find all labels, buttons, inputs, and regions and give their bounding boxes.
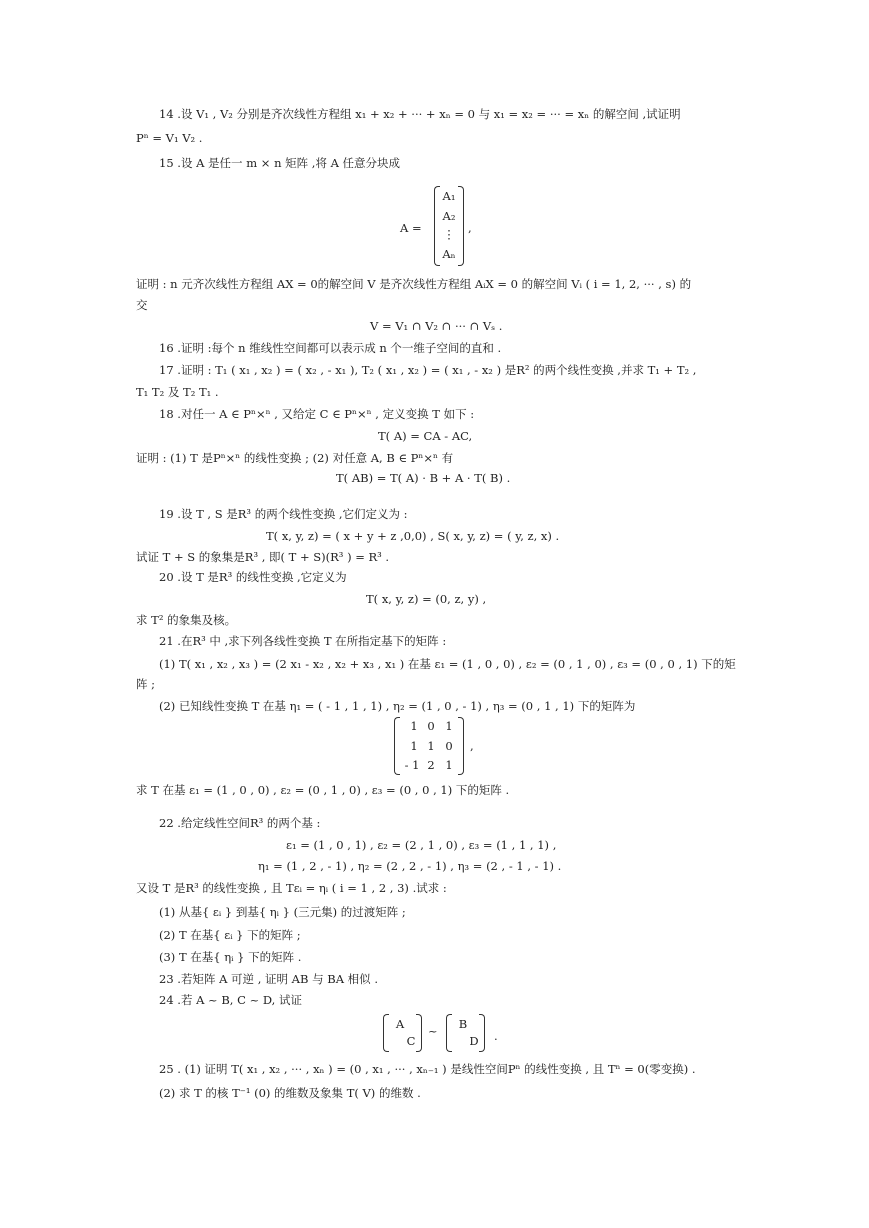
problem-21-matrix-tail: , (470, 739, 474, 753)
problem-22-line-4: (2) T 在基{ εᵢ } 下的矩阵 ; (159, 928, 301, 942)
problem-15-block-matrix (434, 186, 464, 266)
problem-14-line-2: Pⁿ = V₁ V₂ . (136, 131, 203, 145)
problem-18-line-2: 证明 : (1) T 是Pⁿ×ⁿ 的线性变换 ; (2) 对任意 A, B ∈ Pⁿ×ⁿ 有 (136, 451, 454, 465)
problem-22-formula-2: η₁ = (1 , 2 , - 1) , η₂ = (2 , 2 , - 1) , η₃ = (2 , - 1 , - 1) . (258, 859, 562, 873)
problem-24-matrix-right (446, 1014, 486, 1052)
problem-18-formula-2: T( AB) = T( A) · B + A · T( B) . (336, 471, 511, 485)
problem-21-line-4: (2) 已知线性变换 T 在基 η₁ = ( - 1 , 1 , 1) , η₂ = (1 , 0 , - 1) , η₃ = (0 , 1 , 1) 下的矩阵为 (159, 699, 636, 713)
problem-25-line-1: 25 . (1) 证明 T( x₁ , x₂ , ··· , xₙ ) = (0 , x₁ , ··· , xₙ₋₁ ) 是线性空间Pⁿ 的线性变换 , 且 Tⁿ = 0(零变换) . (159, 1062, 696, 1076)
problem-15-line-2: 证明 : n 元齐次线性方程组 AX = 0的解空间 V 是齐次线性方程组 AᵢX = 0 的解空间 Vᵢ ( i = 1, 2, ··· , s) 的 (136, 277, 692, 291)
problem-21-line-1: 21 .在R³ 中 ,求下列各线性变换 T 在所指定基下的矩阵 : (159, 634, 447, 648)
problem-15-matrix-tail: , (468, 221, 472, 235)
problem-22-line-3: (1) 从基{ εᵢ } 到基{ ηᵢ } (三元集) 的过渡矩阵 ; (159, 905, 406, 919)
matrix-cell: 0 (427, 719, 435, 733)
problem-15-line-1: 15 .设 A 是任一 m × n 矩阵 ,将 A 任意分块成 (159, 156, 401, 170)
problem-21-line-2: (1) T( x₁ , x₂ , x₃ ) = (2 x₁ - x₂ , x₂ + x₃ , x₁ ) 在基 ε₁ = (1 , 0 , 0) , ε₂ = (0 , 1 , 0) , ε₃ = (0 , 0 , 1) 下的矩 (159, 657, 736, 671)
problem-19-formula: T( x, y, z) = ( x + y + z ,0,0) , S( x, y, z) = ( y, z, x) . (266, 529, 560, 543)
matrix-cell: ⋮ (443, 227, 455, 241)
problem-20-formula: T( x, y, z) = (0, z, y) , (366, 592, 487, 606)
problem-22-formula-1: ε₁ = (1 , 0 , 1) , ε₂ = (2 , 1 , 0) , ε₃ = (1 , 1 , 1) , (286, 838, 557, 852)
problem-20-line-2: 求 T² 的象集及核。 (136, 613, 237, 627)
problem-19-line-2: 试证 T + S 的象集是R³ , 即( T + S)(R³ ) = R³ . (136, 550, 390, 564)
matrix-cell: A (395, 1017, 405, 1031)
problem-15-line-3: 交 (136, 298, 148, 312)
problem-21-line-3: 阵 ; (136, 677, 156, 691)
problem-17-line-2: T₁ T₂ 及 T₂ T₁ . (136, 385, 219, 399)
matrix-cell: A₂ (442, 209, 456, 223)
problem-24-matrix-left (383, 1014, 423, 1052)
problem-24-tail: . (494, 1029, 498, 1043)
matrix-cell: 1 (410, 719, 418, 733)
matrix-cell: 1 (445, 758, 453, 772)
matrix-cell: 0 (445, 739, 453, 753)
problem-19-line-1: 19 .设 T , S 是R³ 的两个线性变换 ,它们定义为 : (159, 507, 408, 521)
problem-18-formula-1: T( A) = CA - AC, (378, 429, 473, 443)
problem-21-matrix (394, 717, 470, 775)
problem-22-line-5: (3) T 在基{ ηᵢ } 下的矩阵 . (159, 950, 302, 964)
matrix-cell: 2 (427, 758, 435, 772)
matrix-cell: Aₙ (442, 247, 456, 261)
matrix-cell: B (458, 1017, 468, 1031)
matrix-cell: C (406, 1034, 416, 1048)
problem-18-line-1: 18 .对任一 A ∈ Pⁿ×ⁿ , 又给定 C ∈ Pⁿ×ⁿ , 定义变换 T 如下 : (159, 407, 475, 421)
matrix-cell: - 1 (404, 758, 420, 772)
problem-16-line-1: 16 .证明 :每个 n 维线性空间都可以表示成 n 个一维子空间的直和 . (159, 341, 502, 355)
problem-25-line-2: (2) 求 T 的核 T⁻¹ (0) 的维数及象集 T( V) 的维数 . (159, 1086, 421, 1100)
matrix-cell: D (469, 1034, 479, 1048)
matrix-cell: 1 (427, 739, 435, 753)
problem-22-line-1: 22 .给定线性空间R³ 的两个基 : (159, 816, 321, 830)
problem-15-matrix-lhs: A = (400, 221, 422, 235)
problem-20-line-1: 20 .设 T 是R³ 的线性变换 ,它定义为 (159, 570, 347, 584)
problem-14-line-1: 14 .设 V₁ , V₂ 分别是齐次线性方程组 x₁ + x₂ + ··· + xₙ = 0 与 x₁ = x₂ = ··· = xₙ 的解空间 ,试证明 (159, 107, 681, 121)
matrix-cell: 1 (410, 739, 418, 753)
problem-24-similar-sign: ~ (428, 1024, 438, 1038)
problem-21-line-5: 求 T 在基 ε₁ = (1 , 0 , 0) , ε₂ = (0 , 1 , 0) , ε₃ = (0 , 0 , 1) 下的矩阵 . (136, 783, 510, 797)
matrix-cell: 1 (445, 719, 453, 733)
problem-17-line-1: 17 .证明 : T₁ ( x₁ , x₂ ) = ( x₂ , - x₁ ), T₂ ( x₁ , x₂ ) = ( x₁ , - x₂ ) 是R² 的两个线性变换 ,并求 T₁ + T₂ , (159, 363, 697, 377)
problem-15-formula: V = V₁ ∩ V₂ ∩ ··· ∩ Vₛ . (370, 319, 503, 333)
problem-24-line-1: 24 .若 A ~ B, C ~ D, 试证 (159, 993, 302, 1007)
problem-22-line-2: 又设 T 是R³ 的线性变换 , 且 Tεᵢ = ηᵢ ( i = 1 , 2 , 3) .试求 : (136, 881, 447, 895)
problem-23-line-1: 23 .若矩阵 A 可逆 , 证明 AB 与 BA 相似 . (159, 972, 378, 986)
matrix-cell: A₁ (442, 189, 456, 203)
